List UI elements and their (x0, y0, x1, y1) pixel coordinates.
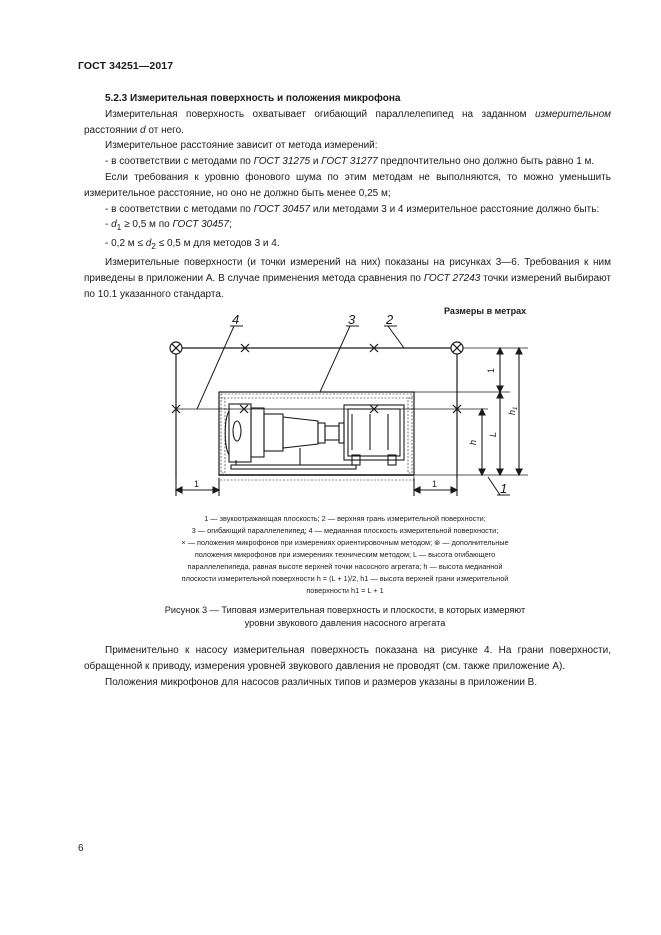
dim-left-1: 1 (194, 479, 200, 489)
dim-top-1: 1 (486, 367, 496, 373)
paragraph-8: Измерительные поверхности (и точки измерений на них) показаны на рисунках 3—6. Требования к ним приведены в приложении А. В случае применения метода сравнения по ГОСТ 27243 точки измерений выбирают по 10.1 указанного стандарта. (84, 256, 611, 300)
paragraph-6: - $d_1 \ge 0,5$ м по ГОСТ 30457; (105, 219, 232, 233)
dim-h1: $h_1$ (507, 406, 519, 415)
paragraph-after-2: Положения микрофонов для насосов различных типов и размеров указаны в приложении В. (105, 676, 538, 688)
dim-right-1: 1 (432, 479, 438, 489)
page-number: 6 (78, 843, 84, 854)
dim-L: L (488, 431, 498, 437)
reflecting-plane (219, 475, 414, 480)
microphone-positions-cross (172, 344, 461, 413)
units-note: Размеры в метрах (444, 306, 527, 316)
label-3: 3 (348, 312, 356, 327)
figure-legend: 1 — звукоотражающая плоскость; 2 — верхняя грань измерительной поверхности; 3 — огибающий параллелепипед; 4 — медианная плоскость измерительной поверхности; × — положения микрофонов при измерениях ориентировочным методом; ⊗ — дополнительные положения микрофонов при измерениях техническим методом; L — высота огибающего параллелепипеда, равная высоте верхней точки насосного агрегата; h — высота медианной плоскости измерительной поверхности h = (L + 1)/2, h1 — высота верхней грани измерительной поверхности h1 = L + 1 (181, 514, 509, 595)
section-heading: 5.2.3 Измерительная поверхность и положения микрофона (105, 93, 401, 104)
paragraph-5: - в соответствии с методами по ГОСТ 30457 или методами 3 и 4 измерительное расстояние должно быть: (105, 203, 600, 215)
label-4: 4 (232, 312, 240, 327)
figure-caption: Рисунок 3 — Типовая измерительная поверхность и плоскости, в которых измеряют уровни звукового давления насосного агрегата (164, 605, 526, 628)
paragraph-3: - в соответствии с методами по ГОСТ 31275 и ГОСТ 31277 предпочтительно оно должно быть равно 1 м. (105, 156, 595, 168)
mic-circle-right (451, 342, 463, 354)
dimension-labels (194, 368, 519, 489)
mic-circle-left (170, 342, 182, 354)
paragraph-2: Измерительное расстояние зависит от метода измерений: (105, 140, 378, 152)
document-code: ГОСТ 34251—2017 (78, 60, 174, 72)
label-1: 1 (500, 481, 508, 496)
paragraph-4: Если требования к уровню фонового шума по этим методам не выполняются, то можно уменьшить измерительное расстояние, но оно не должно быть менее 0,25 м; (84, 171, 611, 199)
paragraph-7: - 0,2 $м \le d_2 \le 0,5$ м для методов 3 и 4. (105, 238, 280, 252)
paragraph-after-1: Применительно к насосу измерительная поверхность показана на рисунке 4. На грани поверхности, обращенной к приводу, измерения уровней звукового давления не проводят (см. также приложение А). (84, 645, 611, 672)
pump-unit-drawing (225, 404, 404, 469)
after-figure-body (84, 643, 611, 690)
measurement-surface-outline (176, 348, 457, 478)
label-2: 2 (386, 312, 394, 327)
dim-h: h (468, 439, 478, 445)
figure-labels (232, 312, 507, 496)
leader-lines (197, 326, 510, 495)
paragraph-1: Измерительная поверхность охватывает огибающий параллелепипед на заданном измерительном расстоянии d от него. (84, 108, 611, 136)
